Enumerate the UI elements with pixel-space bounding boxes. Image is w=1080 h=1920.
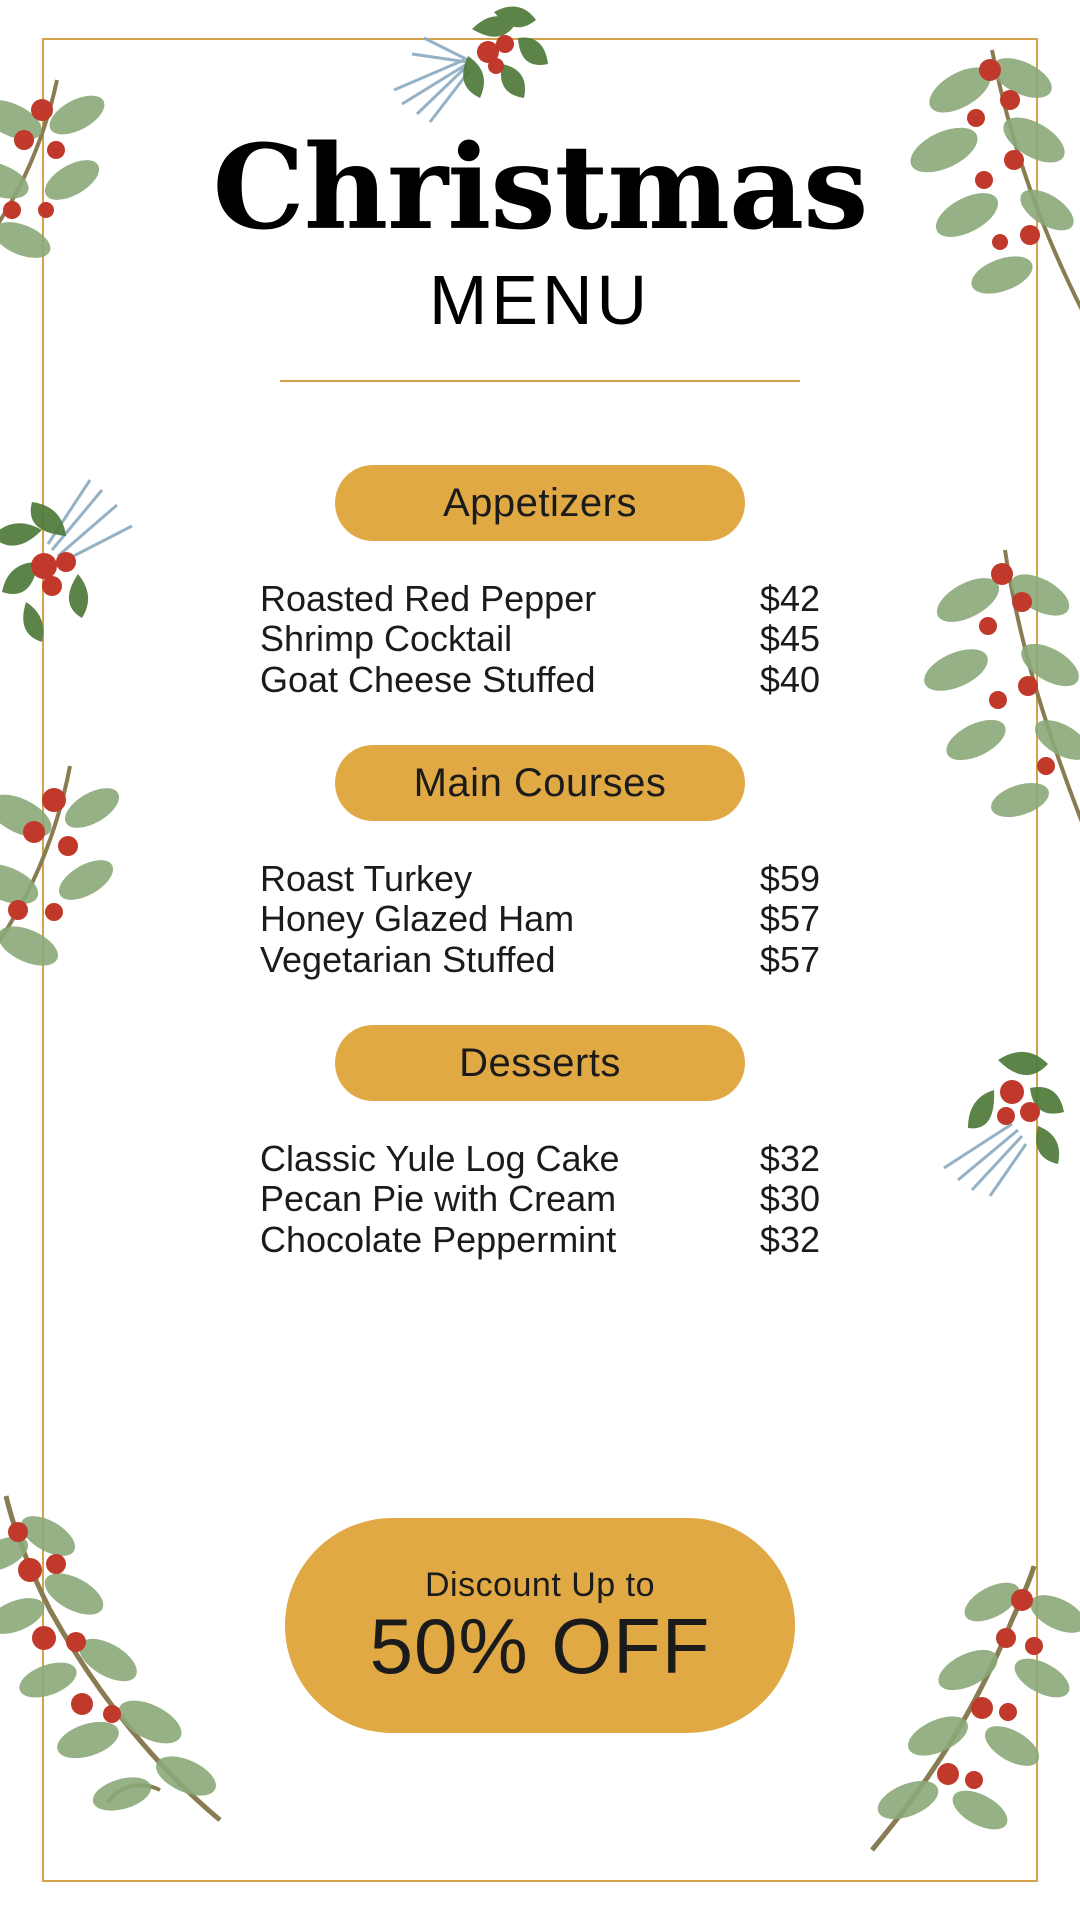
section-appetizers xyxy=(0,465,1080,700)
item-price: $59 xyxy=(759,858,820,899)
item-name: Roast Turkey xyxy=(260,858,473,899)
item-list-main-courses xyxy=(260,859,820,980)
section-heading-appetizers: Appetizers xyxy=(335,465,745,541)
item-price: $30 xyxy=(759,1178,820,1220)
berry-branch-bottom-right-icon xyxy=(862,1560,1080,1860)
item-price: $32 xyxy=(759,1138,820,1179)
menu-item xyxy=(260,1179,820,1219)
item-name: Roasted Red Pepper xyxy=(260,578,597,619)
menu-item xyxy=(260,579,820,619)
section-heading-main-courses: Main Courses xyxy=(335,745,745,821)
item-name: Chocolate Peppermint xyxy=(260,1218,617,1260)
item-list-appetizers xyxy=(260,579,820,700)
section-desserts xyxy=(0,1025,1080,1260)
menu-header xyxy=(0,120,1080,382)
discount-amount: 50% OFF xyxy=(369,1602,711,1690)
item-price: $57 xyxy=(759,938,820,980)
page-subtitle: MENU xyxy=(428,261,652,339)
discount-label: Discount Up to xyxy=(425,1566,655,1604)
menu-item xyxy=(260,940,820,980)
page-title: Christmas xyxy=(212,120,868,256)
menu-item xyxy=(260,660,820,700)
item-name: Honey Glazed Ham xyxy=(260,898,575,940)
menu-item xyxy=(260,899,820,939)
item-price: $57 xyxy=(759,898,820,940)
menu-item xyxy=(260,859,820,899)
item-name: Shrimp Cocktail xyxy=(260,618,513,660)
item-price: $42 xyxy=(759,578,820,619)
section-main-courses xyxy=(0,745,1080,980)
menu-item xyxy=(260,619,820,659)
item-name: Pecan Pie with Cream xyxy=(260,1178,617,1220)
item-name: Classic Yule Log Cake xyxy=(260,1138,620,1179)
discount-badge xyxy=(285,1518,795,1733)
header-divider xyxy=(280,380,800,382)
item-price: $32 xyxy=(759,1218,820,1260)
item-name: Vegetarian Stuffed xyxy=(260,938,556,980)
menu-item xyxy=(260,1139,820,1179)
item-price: $45 xyxy=(759,618,820,660)
menu-item xyxy=(260,1220,820,1260)
item-price: $40 xyxy=(759,658,820,700)
eucalyptus-branch-bottom-left-icon xyxy=(0,1490,240,1830)
section-heading-desserts: Desserts xyxy=(335,1025,745,1101)
item-name: Goat Cheese Stuffed xyxy=(260,658,596,700)
item-list-desserts xyxy=(260,1139,820,1260)
